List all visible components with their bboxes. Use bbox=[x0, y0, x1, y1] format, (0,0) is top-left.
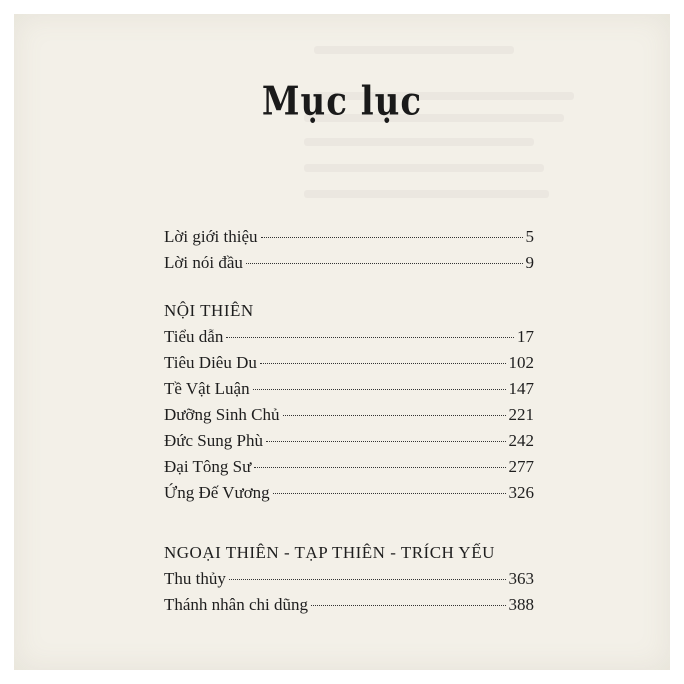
toc-section-ngoai-thien bbox=[164, 540, 534, 618]
leader-dots bbox=[246, 263, 523, 264]
toc-entry bbox=[164, 454, 534, 480]
toc-intro bbox=[164, 224, 534, 276]
toc-entry bbox=[164, 402, 534, 428]
toc-entry-label: Tiêu Diêu Du bbox=[164, 353, 257, 372]
toc-entry bbox=[164, 224, 534, 250]
toc-entry-label: Thánh nhân chi dũng bbox=[164, 595, 308, 614]
toc-entry-label: Tề Vật Luận bbox=[164, 379, 250, 398]
toc-entry-page: 388 bbox=[508, 595, 534, 614]
leader-dots bbox=[283, 415, 506, 416]
toc-entry-page: 9 bbox=[525, 253, 534, 272]
toc-entry bbox=[164, 566, 534, 592]
bleed-through-line bbox=[304, 164, 544, 172]
section-heading: NGOẠI THIÊN - TẠP THIÊN - TRÍCH YẾU bbox=[164, 543, 495, 562]
leader-dots bbox=[273, 493, 506, 494]
bleed-through-line bbox=[304, 138, 534, 146]
toc-entry-label: Lời giới thiệu bbox=[164, 227, 258, 246]
leader-dots bbox=[311, 605, 506, 606]
toc-entry-page: 221 bbox=[508, 405, 534, 424]
page-title: Mục lục bbox=[261, 79, 423, 125]
book-page bbox=[14, 14, 670, 670]
toc-entry-page: 363 bbox=[508, 569, 534, 588]
toc-entry-page: 17 bbox=[517, 327, 534, 346]
leader-dots bbox=[261, 237, 523, 238]
toc-entry-page: 147 bbox=[508, 379, 534, 398]
bleed-through-line bbox=[314, 46, 514, 54]
toc-entry-page: 102 bbox=[508, 353, 534, 372]
toc-entry-label: Tiểu dẫn bbox=[164, 327, 224, 346]
toc-entry-page: 326 bbox=[508, 483, 534, 502]
toc-entry-page: 5 bbox=[525, 227, 534, 246]
leader-dots bbox=[226, 337, 514, 338]
toc-entry-label: Dưỡng Sinh Chủ bbox=[164, 405, 280, 424]
leader-dots bbox=[266, 441, 506, 442]
toc-entry-page: 242 bbox=[508, 431, 534, 450]
toc-entry bbox=[164, 592, 534, 618]
toc-entry-label: Đại Tông Sư bbox=[164, 457, 252, 476]
leader-dots bbox=[229, 579, 506, 580]
bleed-through-line bbox=[304, 190, 549, 198]
toc-entry bbox=[164, 480, 534, 506]
toc-section-noi-thien bbox=[164, 298, 534, 506]
toc-entry-label: Ứng Đế Vương bbox=[164, 483, 270, 502]
toc-entry-page: 277 bbox=[508, 457, 534, 476]
toc-entry-label: Thu thủy bbox=[164, 569, 226, 588]
toc-entry bbox=[164, 250, 534, 276]
toc-entry bbox=[164, 376, 534, 402]
toc-entry bbox=[164, 428, 534, 454]
section-heading: NỘI THIÊN bbox=[164, 301, 254, 320]
leader-dots bbox=[253, 389, 506, 390]
leader-dots bbox=[254, 467, 505, 468]
toc-entry-label: Đức Sung Phù bbox=[164, 431, 263, 450]
toc-entry-label: Lời nói đầu bbox=[164, 253, 243, 272]
leader-dots bbox=[260, 363, 506, 364]
toc-entry bbox=[164, 350, 534, 376]
toc-entry bbox=[164, 324, 534, 350]
